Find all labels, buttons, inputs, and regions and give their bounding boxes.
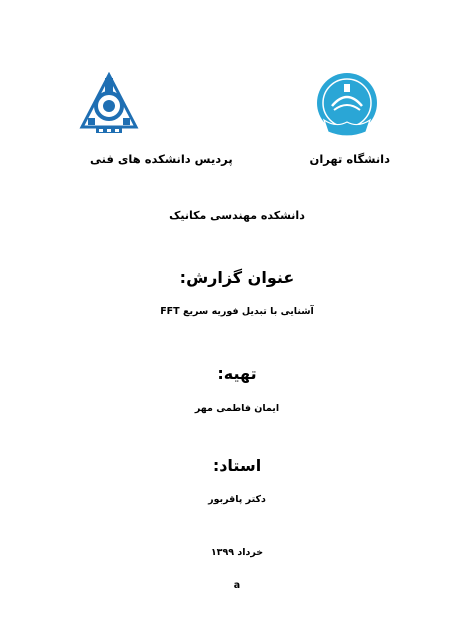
technical-campus-caption: پردیس دانشکده های فنی [90,152,233,166]
faculty-name: دانشکده مهندسی مکانیک [169,209,305,222]
prepared-by-heading: تهیه: [217,364,257,383]
report-title-heading: عنوان گزارش: [179,268,295,287]
author-name: ایمان فاطمی مهر [194,403,280,414]
university-emblem-icon [314,70,380,140]
report-topic: آشنایی با تبدیل فوریه سریع FFT [160,306,314,317]
university-of-tehran-logo [314,70,380,140]
technical-faculties-logo [78,72,140,134]
report-date: خرداد ۱۳۹۹ [210,547,264,558]
professor-heading: استاد: [212,456,262,475]
university-name-caption: دانشگاه تهران [309,152,390,166]
professor-name: دکتر پاقربور [208,494,266,505]
gear-tower-icon [78,72,140,134]
page-number: a [233,580,241,591]
